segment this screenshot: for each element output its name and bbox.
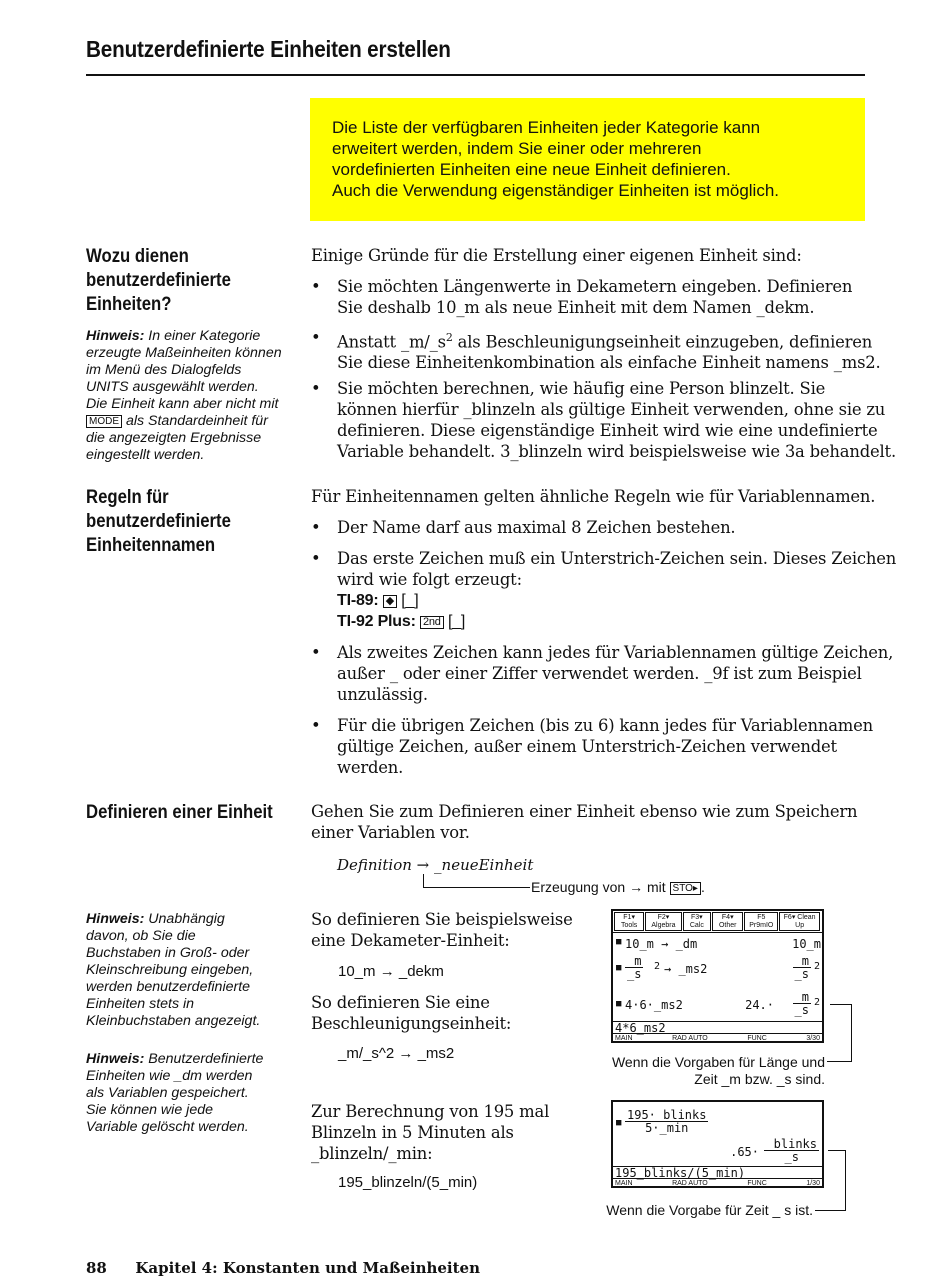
page-number: 88	[86, 1259, 107, 1277]
example1-code: 10_m → _dekm	[338, 963, 444, 980]
section3-intro: Gehen Sie zum Definieren einer Einheit ebenso wie zum Speichern einer Variablen vor.	[311, 802, 858, 842]
sto-key: STO▸	[670, 882, 701, 895]
callout-line	[845, 1150, 846, 1211]
section3-heading: Definieren einer Einheit	[86, 802, 273, 823]
callout-line	[815, 1210, 846, 1211]
syntax-bracket	[423, 887, 530, 888]
toolbar-f2: F2▾ Algebra	[645, 912, 681, 931]
syntax-bracket	[423, 874, 424, 888]
calculator-screen-2	[611, 1100, 824, 1188]
page-title: Benutzerdefinierte Einheiten erstellen	[86, 36, 451, 62]
section1-heading: Wozu dienen benutzerdefinierte Einheiten?	[86, 246, 231, 315]
section3-note2: Hinweis: Benutzerdefinierte Einheiten wie _dm werden als Variablen gespeichert. Sie können wie jede Variable gelöscht werden.	[86, 1051, 264, 1135]
syntax-definition: Definition → _neueEinheit	[337, 856, 534, 874]
calculator-screen-1	[611, 909, 824, 1043]
history-row: ■ 10_m → _dm 10_m	[616, 937, 821, 951]
section3-note1: Hinweis: Unabhängig davon, ob Sie die Buchstaben in Groß- oder Kleinschreibung eingeben, werden benutzerdefinierte Einheiten stets in Kleinbuchstaben angezeigt.	[86, 911, 261, 1029]
example3-text: Zur Berechnung von 195 mal Blinzeln in 5 Minuten als _blinzeln/_min:	[311, 1102, 550, 1163]
status-bar: MAIN RAD AUTO FUNC 1/30	[613, 1178, 822, 1188]
syntax-caption: Erzeugung von → mit STO▸ .	[531, 879, 705, 895]
entry-line: 4*6_ms2	[613, 1021, 822, 1034]
result-row: .65· _blinks _s	[730, 1137, 817, 1164]
section2-heading: Regeln für benutzerdefinierte Einheitennamen	[86, 487, 231, 556]
intro-box	[310, 98, 865, 221]
ti89-keys: TI-89: ◆ [_]	[337, 592, 419, 609]
section2-body: Für Einheitennamen gelten ähnliche Regeln wie für Variablennamen. • Der Name darf aus maximal 8 Zeichen bestehen. • Das erste Zeichen muß ein Unterstrich-Zeichen sein. Dieses Zeichen wird wie folgt erzeugt: TI-89: ◆ [_] TI-92 Plus: 2nd [_] • Als zweites Zeichen kann jedes für Variablennamen gültige Zeichen, außer _ oder einer Ziffer verwendet werden. _9f ist zum Beispiel unzulässig. • Für die übrigen Zeichen (bis zu 6) kann jedes für Variablennamen gültige Zeichen, außer einem Unterstrich-Zeichen verwendet werden.	[311, 487, 897, 777]
toolbar-f6: F6▾ Clean Up	[779, 912, 820, 931]
ti92-keys: TI-92 Plus: 2nd [_]	[337, 613, 466, 630]
example2-code: _m/_s^2 → _ms2	[338, 1045, 455, 1062]
toolbar-f3: F3▾ Calc	[683, 912, 711, 931]
example3-code: 195_blinzeln/(5_min)	[338, 1174, 478, 1191]
section1-note: Hinweis: In einer Kategorie erzeugte Maßeinheiten können im Menü des Dialogfelds UNITS ausgewählt werden. Die Einheit kann aber nicht mit MODE als Standardeinheit für die angezeigten Ergebnisse eingestellt werden.	[86, 328, 282, 463]
toolbar-f5: F5 Pr9mIO	[744, 912, 778, 931]
screen2-caption: Wenn die Vorgabe für Zeit _ s ist.	[606, 1202, 813, 1218]
callout-line	[851, 1004, 852, 1062]
callout-line	[830, 1004, 852, 1005]
intro-line: vordefinierten Einheiten eine neue Einheit definieren.	[332, 160, 731, 179]
example1-text: So definieren Sie beispielsweise eine Dekameter-Einheit:	[311, 910, 573, 950]
screen1-caption: Wenn die Vorgaben für Länge und Zeit _m bzw. _s sind.	[611, 1054, 825, 1087]
callout-line	[827, 1061, 852, 1062]
callout-line	[828, 1150, 846, 1151]
history-row: ■ 4·6·_ms2 24.· $\frac{\_m}{\_s}$ 2	[616, 990, 820, 1017]
history-row: ■ 195·_blinks 5·_min	[616, 1108, 707, 1135]
diamond-key: ◆	[383, 595, 397, 608]
2nd-key: 2nd	[420, 616, 444, 629]
example2-text: So definieren Sie eine Beschleunigungseinheit:	[311, 993, 512, 1033]
title-rule	[86, 74, 865, 76]
screen-toolbar	[613, 911, 822, 933]
mode-key: MODE	[86, 415, 122, 428]
page-footer	[86, 1259, 480, 1277]
intro-line: erweitert werden, indem Sie einer oder mehreren	[332, 139, 702, 158]
toolbar-f1: F1▾ Tools	[614, 912, 644, 931]
toolbar-f4: F4▾ Other	[712, 912, 743, 931]
note-label: Hinweis:	[86, 328, 145, 344]
intro-line: Auch die Verwendung eigenständiger Einheiten ist möglich.	[332, 181, 780, 200]
status-bar: MAIN RAD AUTO FUNC 3/30	[613, 1033, 822, 1043]
section1-body: Einige Gründe für die Erstellung einer eigenen Einheit sind: • Sie möchten Längenwerte in Dekametern eingeben. Definieren Sie deshalb 10_m als neue Einheit mit dem Namen _dekm. • Anstatt $\_m/\_s^2$ als Beschleunigungseinheit einzugeben, definieren Sie diese Einheitenkombination als einfache Einheit namens _ms2. • Sie möchten berechnen, wie häufig eine Person blinzelt. Sie können hierfür _blinzeln als gültige Einheit verwenden, ohne sie zu definieren. Diese eigenständige Einheit wird wie eine undefinierte Variable behandelt. 3_blinzeln wird beispielsweise wie 3a behandelt.	[311, 246, 896, 461]
history-row: ■ $\frac{\_m}{\_s}$ 2 → _ms2 $\frac{\_m}{\_s}$ 2	[616, 954, 820, 981]
intro-line: Die Liste der verfügbaren Einheiten jeder Kategorie kann	[332, 118, 761, 137]
entry-line: 195_blinks/(5_min)	[613, 1166, 822, 1179]
chapter-title: Kapitel 4: Konstanten und Maßeinheiten	[135, 1259, 481, 1277]
